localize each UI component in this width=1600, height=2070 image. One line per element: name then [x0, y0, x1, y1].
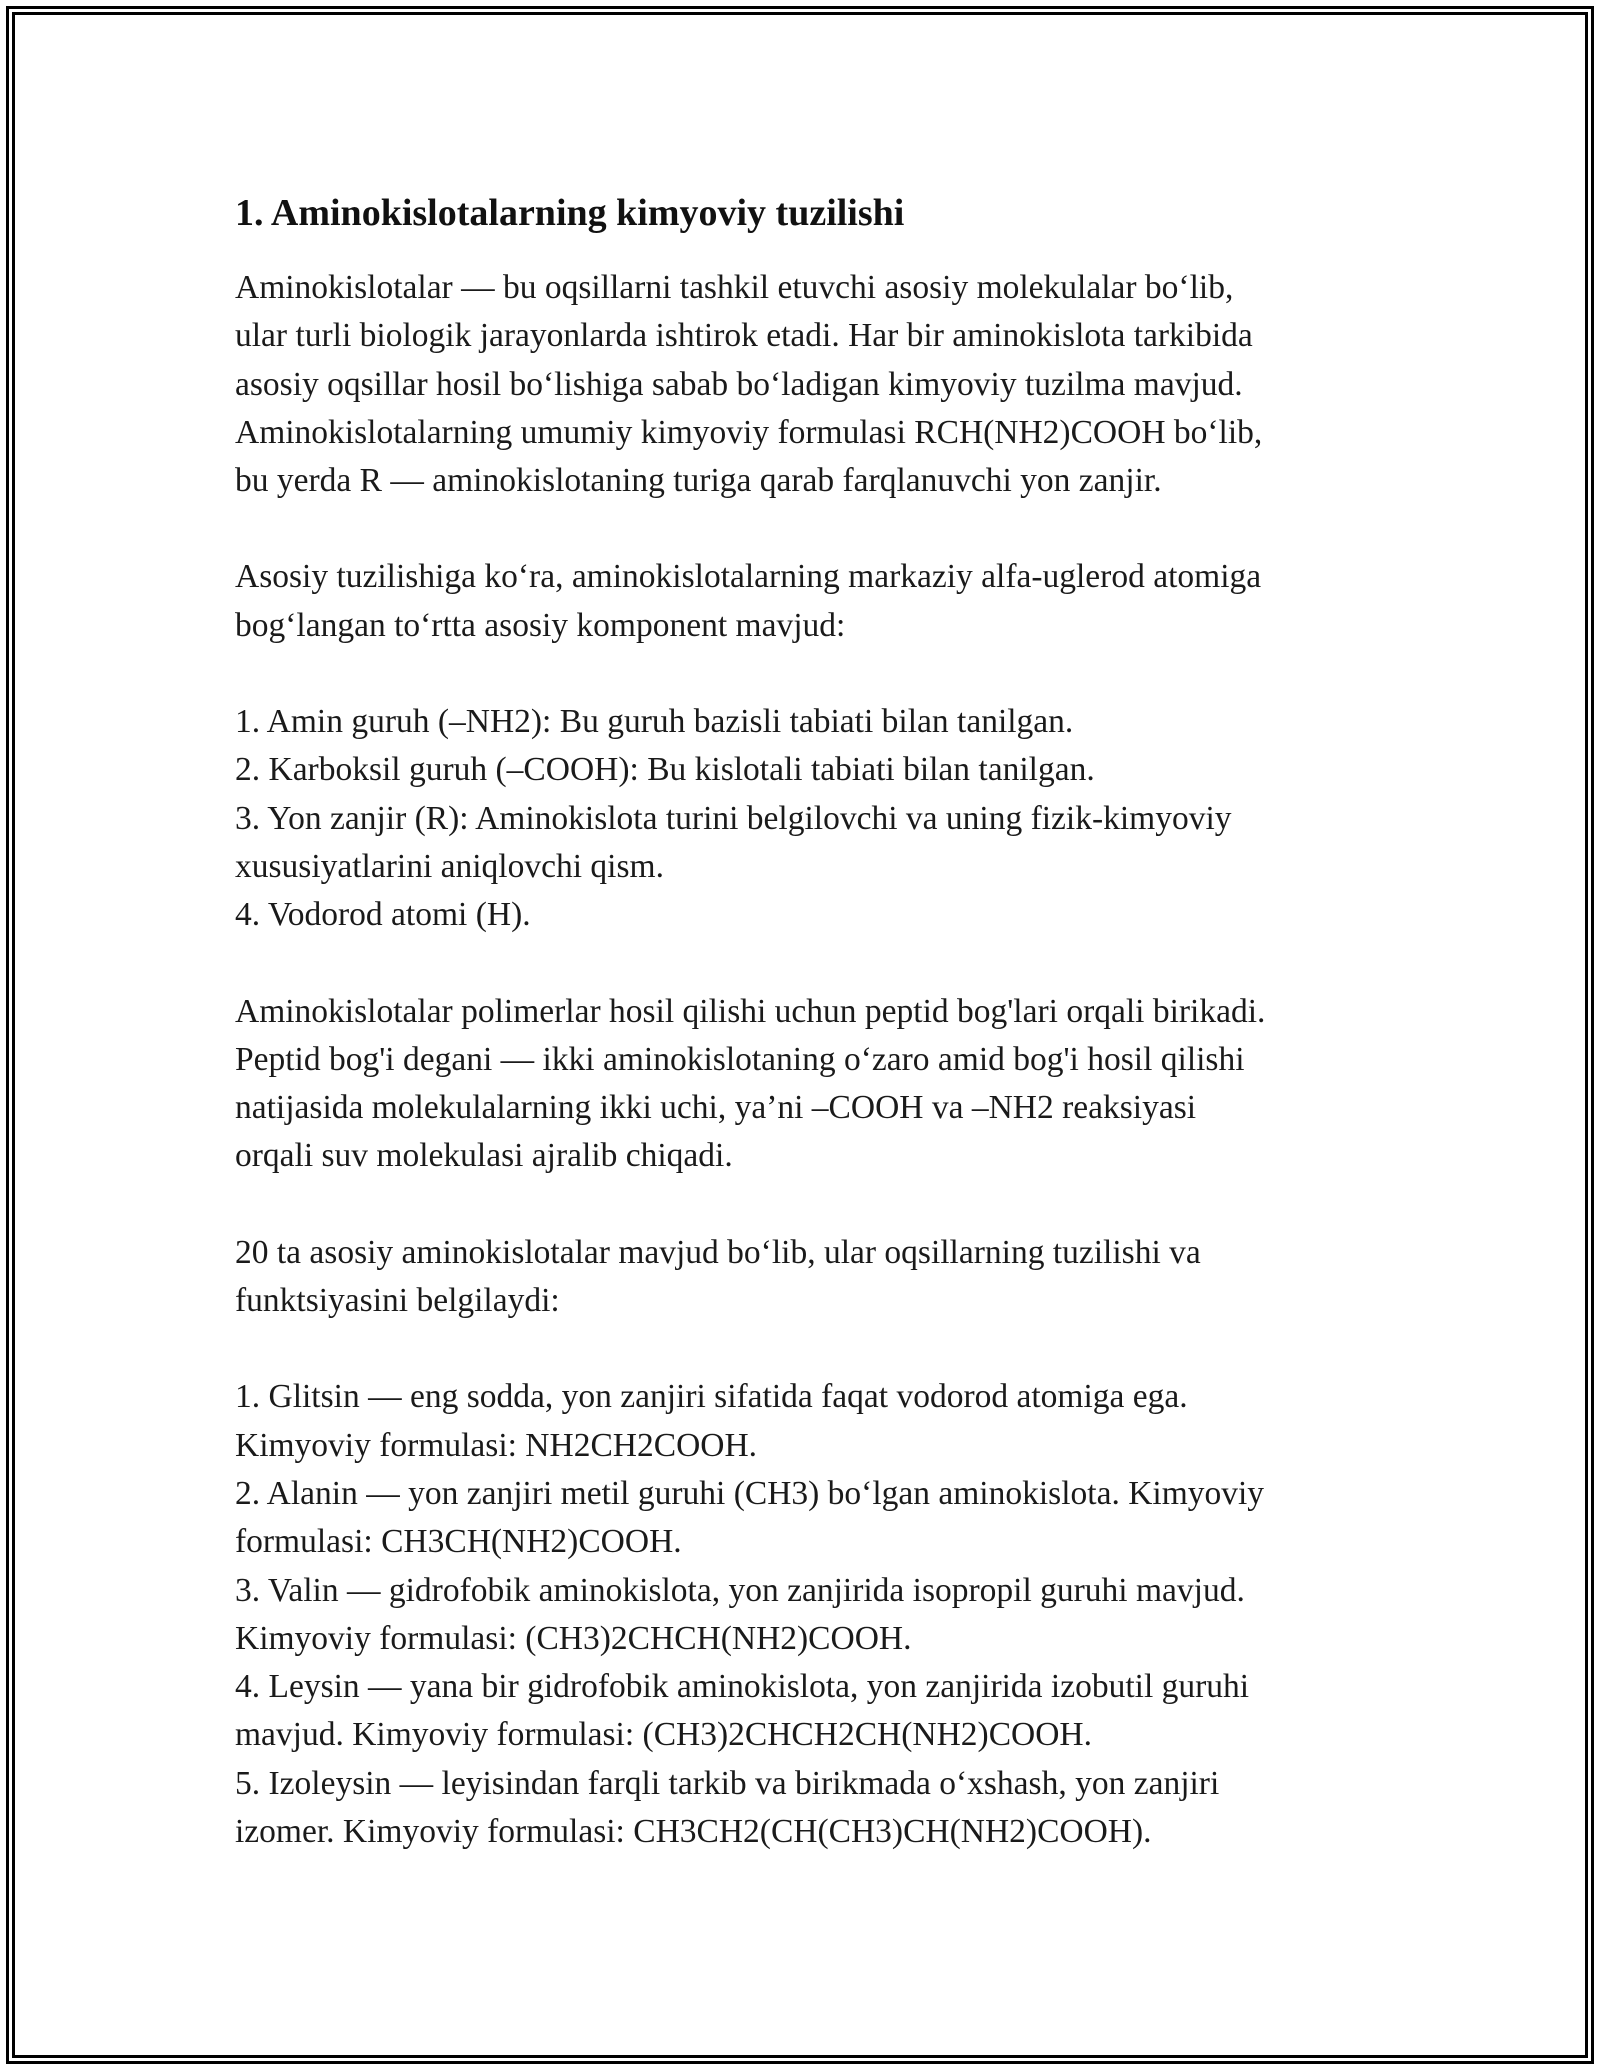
paragraph-peptide-bond: Aminokislotalar polimerlar hosil qilishi uchun peptid bog'lari orqali birikadi. Peptid bog'i degani — ikki aminokislotaning o‘zaro amid bog'i hosil qilishi natijasida molekulalarning ikki uchi, ya’ni –COOH va –NH2 reaksiyasi orqali suv molekulasi ajralib chiqadi.	[235, 992, 1266, 1175]
document-body	[235, 188, 1375, 1856]
list-amino-acids: 1. Glitsin — eng sodda, yon zanjiri sifatida faqat vodorod atomiga ega. Kimyoviy formulasi: NH2CH2COOH. 2. Alanin — yon zanjiri metil guruhi (CH3) bo‘lgan aminokislota. Kimyoviy formulasi: CH3CH(NH2)COOH. 3. Valin — gidrofobik aminokislota, yon zanjirida isopropil guruhi mavjud. Kimyoviy formulasi: (CH3)2CHCH(NH2)COOH. 4. Leysin — yana bir gidrofobik aminokislota, yon zanjirida izobutil guruhi mavjud. Kimyoviy formulasi: (CH3)2CHCH2CH(NH2)COOH. 5. Izoleysin — leyisindan farqli tarkib va birikmada o‘xshash, yon zanjiri izomer. Kimyoviy formulasi: CH3CH2(CH(CH3)CH(NH2)COOH).	[235, 1378, 1265, 1851]
paragraph-amino-acids-intro: 20 ta asosiy aminokislotalar mavjud bo‘lib, ular oqsillarning tuzilishi va funktsiyasini belgilaydi:	[235, 1233, 1201, 1320]
paragraph-intro: Aminokislotalar — bu oqsillarni tashkil etuvchi asosiy molekulalar bo‘lib, ular turli biologik jarayonlarda ishtirok etadi. Har bir aminokislota tarkibida asosiy oqsillar hosil bo‘lishiga sabab bo‘ladigan kimyoviy tuzilma mavjud. Aminokislotalarning umumiy kimyoviy formulasi RCH(NH2)COOH bo‘lib, bu yerda R — aminokislotaning turiga qarab farqlanuvchi yon zanjir.	[235, 269, 1263, 500]
document-title: 1. Aminokislotalarning kimyoviy tuzilishi	[235, 192, 905, 234]
paragraph-components-intro: Asosiy tuzilishiga ko‘ra, aminokislotalarning markaziy alfa-uglerod atomiga bog‘langan to‘rtta asosiy komponent mavjud:	[235, 558, 1262, 644]
list-components: 1. Amin guruh (–NH2): Bu guruh bazisli tabiati bilan tanilgan. 2. Karboksil guruh (–COOH): Bu kislotali tabiati bilan tanilgan. 3. Yon zanjir (R): Aminokislota turini belgilovchi va uning fizik-kimyoviy xususiyatlarini aniqlovchi qism. 4. Vodorod atomi (H).	[235, 703, 1232, 934]
